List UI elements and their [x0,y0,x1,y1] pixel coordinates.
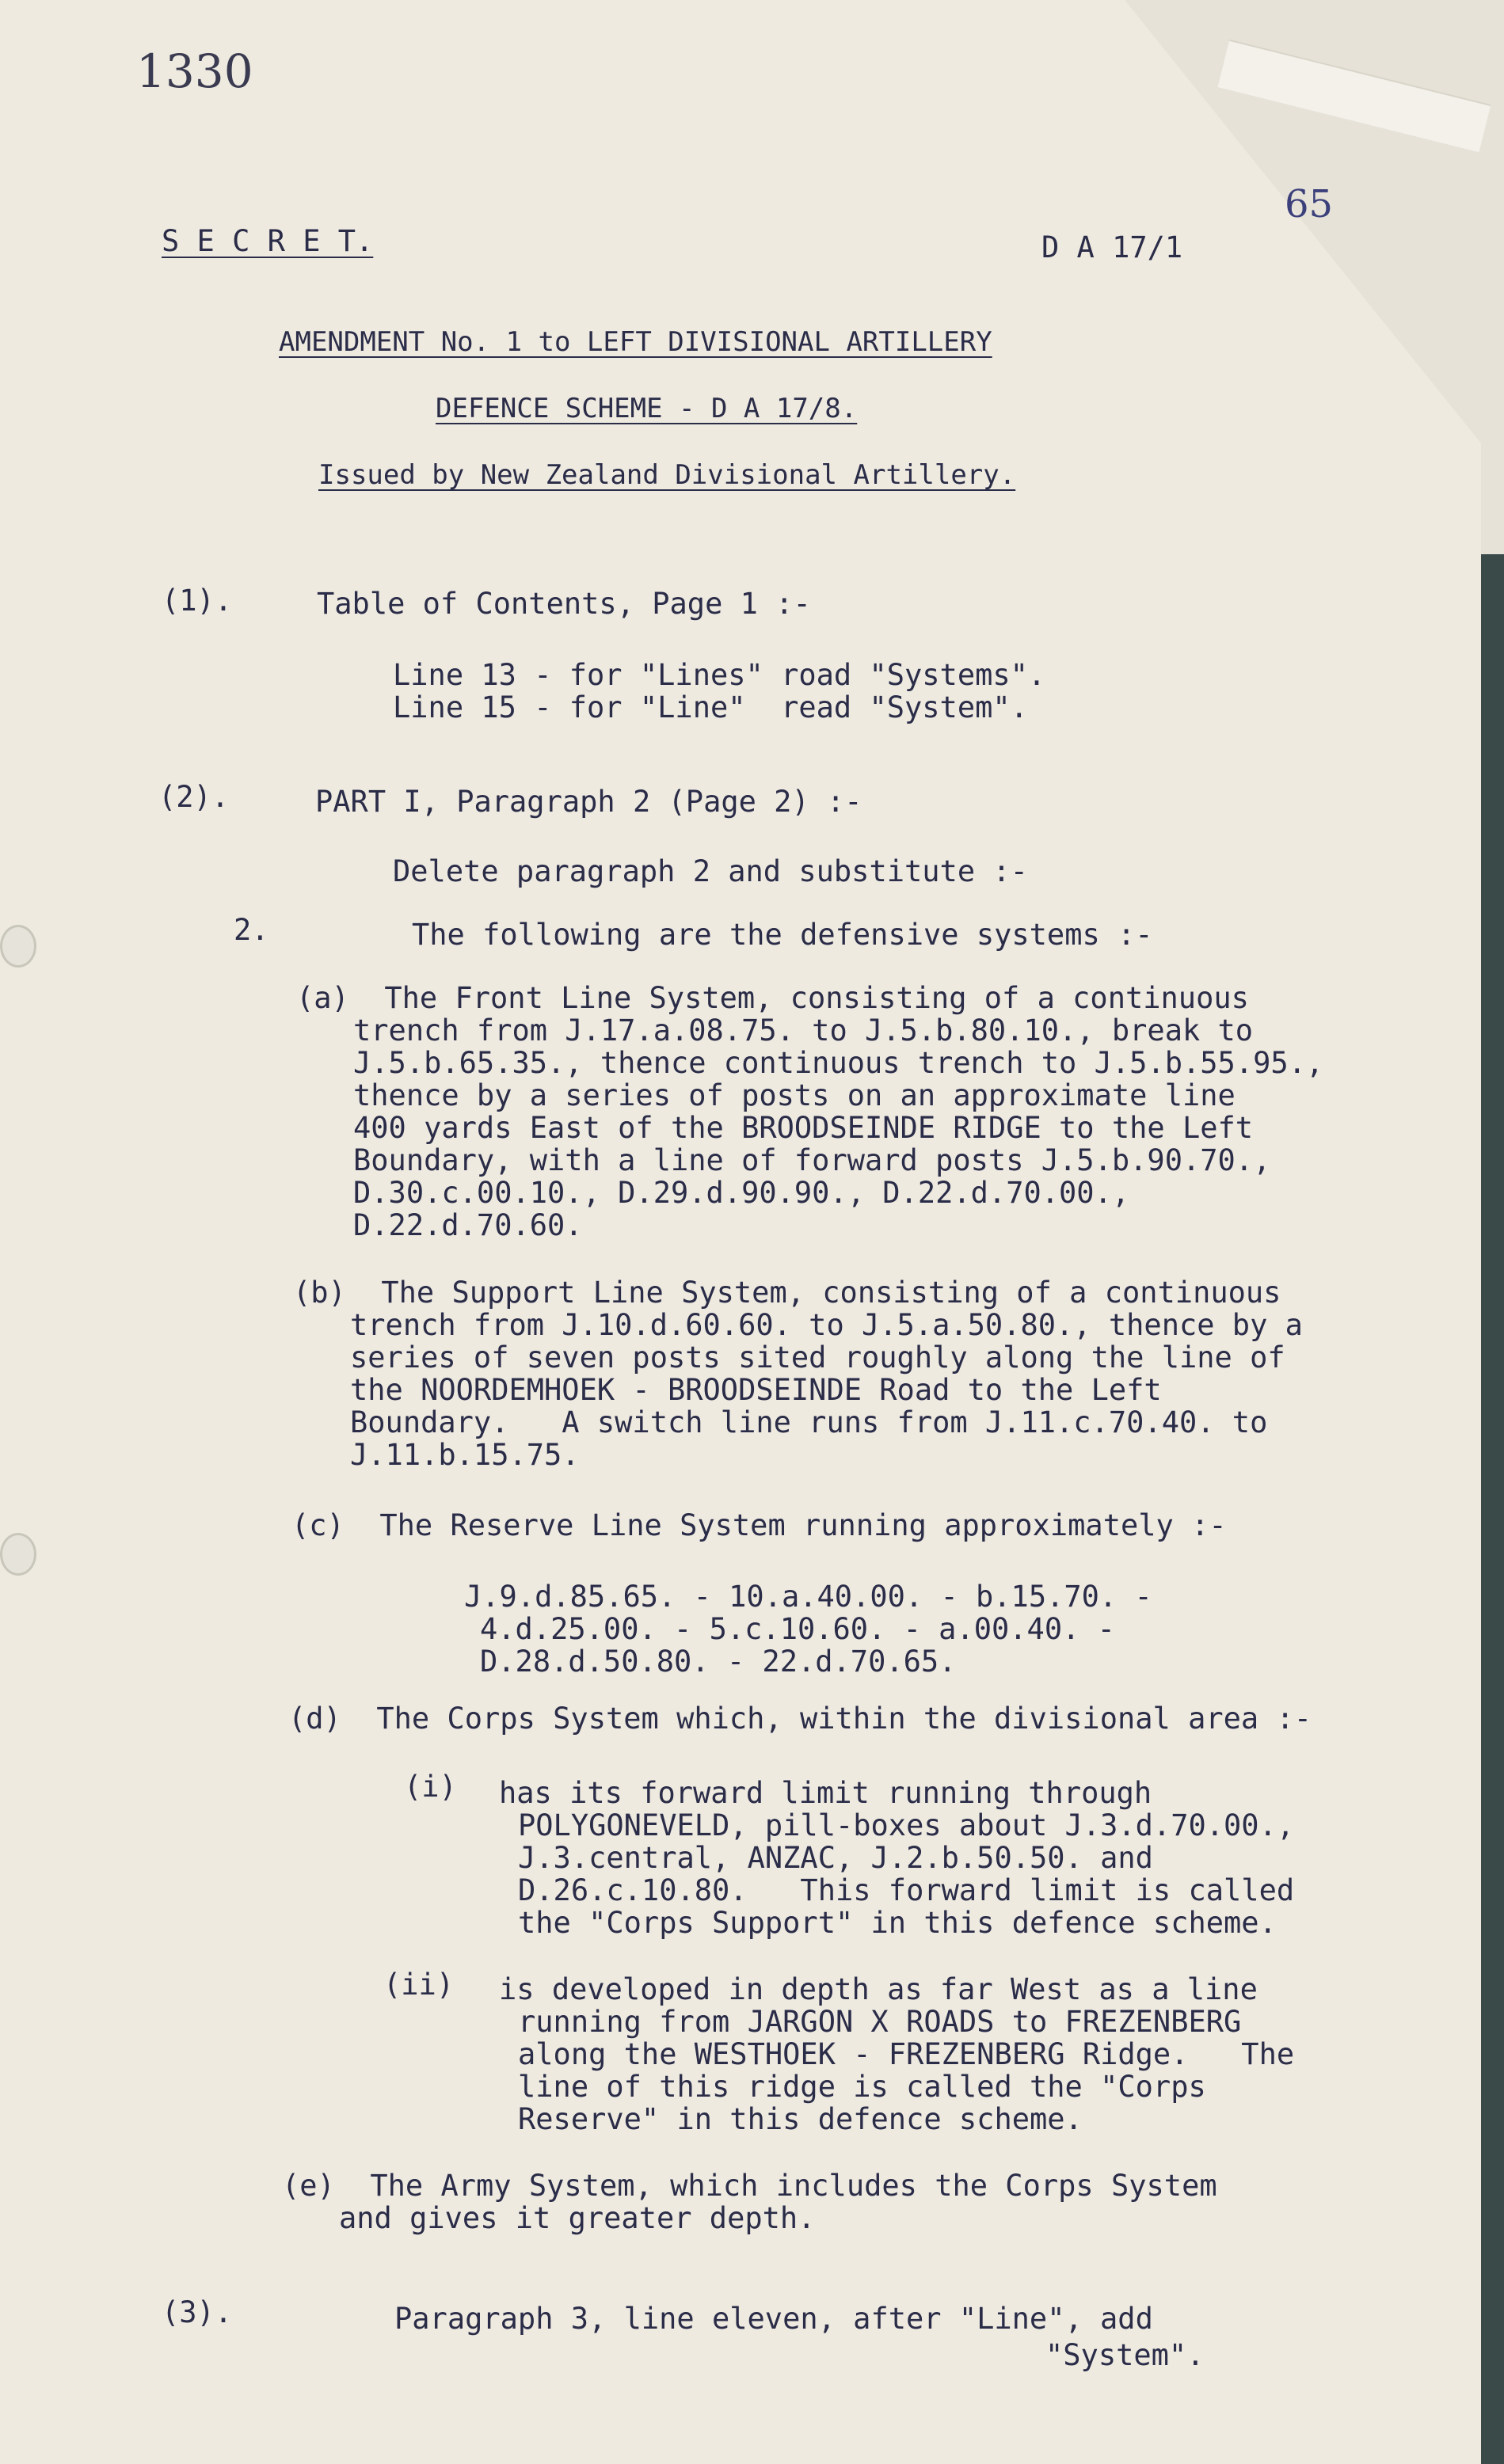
classification-mark: S E C R E T. [162,224,374,258]
clause-a-line: Boundary, with a line of forward posts J.5.b.90.70., [353,1143,1271,1177]
clause-d-i-line: the "Corps Support" in this defence scheme. [518,1906,1277,1940]
text-line: "System". [1045,2338,1205,2372]
item-number: (3). [162,2295,233,2329]
handwritten-page-number: 1330 [136,44,253,98]
clause-d-i-line: POLYGONEVELD, pill-boxes about J.3.d.70.00., [518,1808,1295,1842]
clause-d-ii-line: Reserve" in this defence scheme. [518,2102,1083,2136]
clause-a-line: D.22.d.70.60. [353,1208,583,1242]
clause-a-line: thence by a series of posts on an approximate line [353,1078,1236,1112]
clause-a-line: trench from J.17.a.08.75. to J.5.b.80.10., break to [353,1013,1254,1048]
clause-d-i-number: (i) [404,1770,457,1804]
instruction-line: Delete paragraph 2 and substitute :- [393,854,1028,888]
clause-d-ii-line: along the WESTHOEK - FREZENBERG Ridge. The [518,2037,1295,2071]
title-line-3: Issued by New Zealand Divisional Artillery. [318,459,1016,491]
clause-c-line: J.9.d.85.65. - 10.a.40.00. - b.15.70. - [464,1580,1152,1614]
item-heading: Table of Contents, Page 1 :- [317,587,811,621]
clause-d-ii-line: line of this ridge is called the "Corps [518,2070,1206,2104]
clause-a-line: D.30.c.00.10., D.29.d.90.90., D.22.d.70.00., [353,1176,1130,1210]
clause-d-ii-line: is developed in depth as far West as a line [499,1972,1258,2006]
clause-b-line: trench from J.10.d.60.60. to J.5.a.50.80., thence by a [350,1308,1303,1342]
clause-d-ii-number: (ii) [383,1968,455,2002]
title-line-2: DEFENCE SCHEME - D A 17/8. [436,393,858,424]
sub-paragraph-heading: The following are the defensive systems :- [412,918,1153,952]
clause-a-line: (a) The Front Line System, consisting of a continuous [296,981,1249,1015]
clause-c-line: D.28.d.50.80. - 22.d.70.65. [480,1645,957,1679]
item-number: (1). [162,584,233,618]
document-reference: D A 17/1 [1041,230,1183,264]
punch-hole [0,1533,36,1576]
handwritten-folio-number: 65 [1285,182,1334,226]
clause-c-heading: (c) The Reserve Line System running approximately :- [291,1508,1227,1542]
clause-e-line: (e) The Army System, which includes the Corps System [282,2169,1217,2203]
clause-c-line: 4.d.25.00. - 5.c.10.60. - a.00.40. - [480,1612,1115,1646]
sub-paragraph-number: 2. [234,913,269,947]
clause-a-line: 400 yards East of the BROODSEINDE RIDGE to the Left [353,1111,1254,1145]
clause-e-line: and gives it greater depth. [339,2201,816,2235]
clause-a-line: J.5.b.65.35., thence continuous trench to J.5.b.55.95., [353,1046,1324,1080]
text-line: Paragraph 3, line eleven, after "Line", add [394,2302,1153,2336]
clause-b-line: (b) The Support Line System, consisting of a continuous [293,1276,1281,1310]
clause-d-ii-line: running from JARGON X ROADS to FREZENBERG [518,2005,1242,2039]
clause-b-line: Boundary. A switch line runs from J.11.c.70.40. to [350,1405,1268,1439]
clause-b-line: the NOORDEMHOEK - BROODSEINDE Road to the Left [350,1373,1162,1407]
title-line-1: AMENDMENT No. 1 to LEFT DIVISIONAL ARTILLERY [279,326,992,358]
item-heading: PART I, Paragraph 2 (Page 2) :- [315,785,862,819]
text-line: Line 15 - for "Line" read "System". [393,690,1028,724]
clause-d-i-line: has its forward limit running through [499,1776,1152,1810]
clause-b-line: series of seven posts sited roughly along the line of [350,1340,1285,1375]
clause-b-line: J.11.b.15.75. [350,1438,580,1472]
clause-d-heading: (d) The Corps System which, within the divisional area :- [288,1702,1312,1736]
clause-d-i-line: J.3.central, ANZAC, J.2.b.50.50. and [518,1841,1153,1875]
punch-hole [0,925,36,968]
clause-d-i-line: D.26.c.10.80. This forward limit is called [518,1873,1295,1907]
text-line: Line 13 - for "Lines" road "Systems". [393,658,1046,692]
item-number: (2). [158,780,230,814]
